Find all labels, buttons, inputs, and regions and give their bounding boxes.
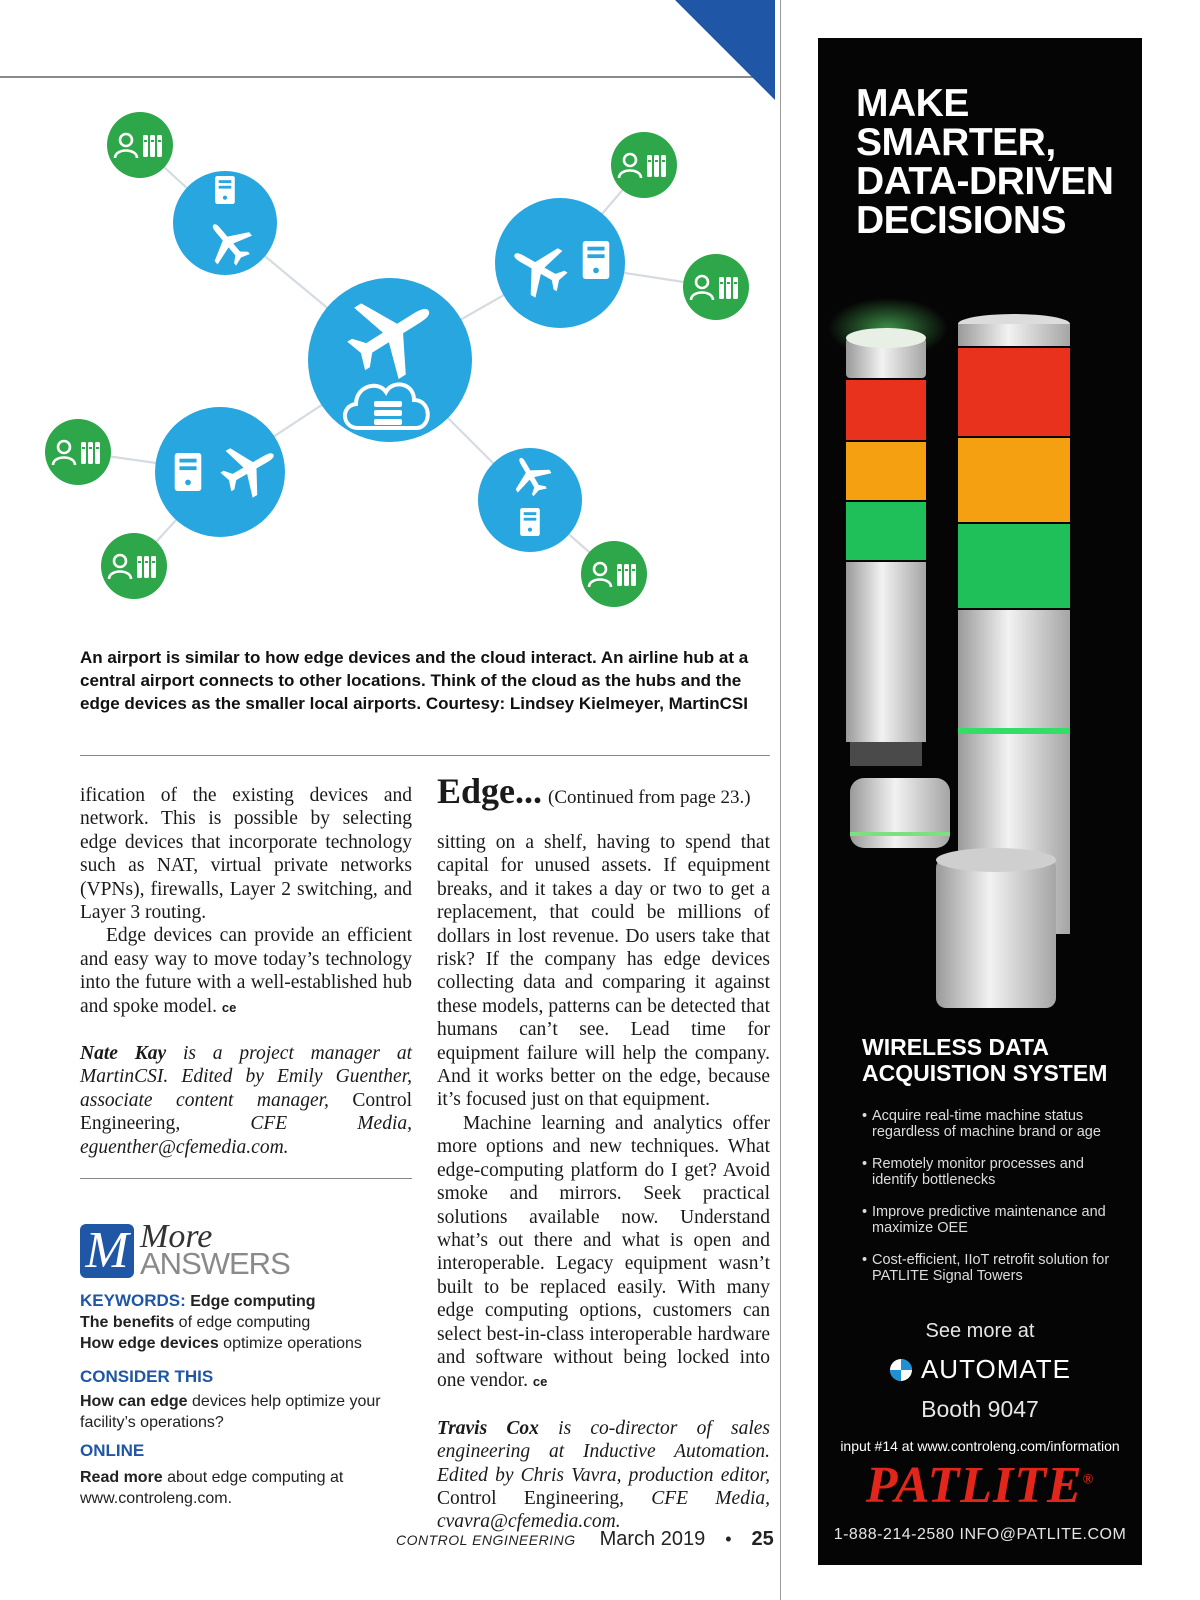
airport-node-bottom-left: [155, 407, 287, 537]
ad-headline-line: SMARTER,: [856, 121, 1056, 164]
page-number: 25: [751, 1528, 774, 1550]
author-role: is a project manager at MartinCSI. Edited by Emily Guenther, associate content manager,: [80, 1043, 412, 1111]
top-rule: [0, 76, 765, 78]
left-paragraph-1: ification of the existing devices and network. This is possible by selecting edge devices that incorporate technology such as NAT, virtual private networks (VPNs), firewalls, Layer 2 switching, and Layer 3 routing.: [80, 785, 412, 924]
airport-node-bottom-right: [478, 448, 582, 552]
author-name: Nate Kay: [80, 1043, 167, 1065]
online-block: [80, 1440, 420, 1509]
page-footer: [396, 1528, 776, 1551]
more-word: More: [140, 1218, 213, 1255]
author-role: is co-director of sales engineering at Inductive Automation. Edited by Chris Vavra, production editor,: [437, 1417, 770, 1486]
see-more-text: See more at: [925, 1320, 1035, 1342]
keywords-block: [80, 1290, 420, 1354]
publication-name: Control Engineering: [80, 1089, 412, 1135]
consider-this-block: [80, 1366, 420, 1433]
ad-feature: • Acquire real-time machine status regardless of machine brand or age: [862, 1108, 1127, 1140]
right-paragraph-2: [437, 1112, 770, 1394]
keyword-line-2-rest: optimize operations: [218, 1335, 362, 1352]
base-unit: [936, 848, 1056, 1008]
figure-caption: An airport is similar to how edge devices and the cloud interact. An airline hub at a central airport connects to other locations. Think of the cloud as the hubs and the edge devices as the smaller local airports. Courtesy: Lindsey Kielmeyer, MartinCSI: [80, 648, 749, 713]
author-bio-rest: , CFE Media, cvavra@cfemedia.com.: [437, 1487, 770, 1533]
online-rest[interactable]: about edge computing at www.controleng.com.: [80, 1469, 344, 1507]
more-answers-logo: [80, 1218, 380, 1282]
patlite-logo: [818, 1456, 1142, 1515]
cloud-hub-node: [308, 275, 472, 442]
sidebar-rule: [80, 1178, 412, 1179]
continued-heading: [437, 770, 770, 812]
ad-headline-line: MAKE: [856, 82, 969, 125]
footer-publication: CONTROL ENGINEERING: [396, 1532, 576, 1548]
keywords-value: Edge computing: [190, 1293, 316, 1310]
answers-word: ANSWERS: [140, 1246, 290, 1281]
author-name: Travis Cox: [437, 1417, 539, 1439]
airport-node-top-right: [495, 198, 625, 328]
left-paragraph-2-text: Edge devices can provide an efficient and easy way to move today’s technology into the future with a well-established hub and spoke model.: [80, 925, 412, 1017]
large-signal-tower: [958, 314, 1070, 934]
right-column: [437, 831, 770, 1534]
author-bio-rest: , CFE Media, eguenther@cfemedia.com.: [80, 1113, 412, 1158]
ad-feature: • Improve predictive maintenance and maximize OEE: [862, 1204, 1127, 1236]
ad-feature: • Remotely monitor processes and identify bottlenecks: [862, 1156, 1127, 1188]
end-mark: ce: [532, 1374, 548, 1390]
consider-bold: How can edge: [80, 1393, 188, 1410]
consider-this-label: CONSIDER THIS: [80, 1367, 214, 1386]
user-node-1: [107, 112, 173, 178]
ad-headline: [856, 84, 1136, 240]
right-paragraph-1: sitting on a shelf, having to spend that capital for unused assets. If equipment breaks, and it takes a day or two to get a replacement, that could be millions of dollars in lost revenue. Do users take that risk? If the company has edge devices collecting data and comparing it against these models, patterns can be detected that humans can’t see. Lead time for equipment failure will help the company. And it works better on the edge, because it’s focused just on that equipment.: [437, 832, 770, 1111]
user-node-4: [45, 419, 111, 485]
patlite-wordmark: PATLITE: [865, 1457, 1083, 1514]
booth-number: Booth 9047: [921, 1396, 1039, 1422]
registered-mark: ®: [1082, 1472, 1095, 1488]
automate-logo-icon: [889, 1358, 913, 1382]
airport-node-top-left: [173, 171, 277, 275]
continued-from-note: (Continued from page 23.): [548, 787, 751, 808]
user-node-5: [101, 533, 167, 599]
small-signal-tower: [846, 328, 926, 766]
reader-input-link[interactable]: input #14 at www.controleng.com/information: [840, 1438, 1120, 1454]
section-rule: [80, 755, 770, 756]
wireless-module: [850, 778, 950, 848]
ad-feature: • Cost-efficient, IIoT retrofit solution for PATLITE Signal Towers: [862, 1252, 1127, 1284]
author-bio-travis-cox: [437, 1417, 770, 1534]
ad-subheading: WIRELESS DATA ACQUISTION SYSTEM: [862, 1034, 1108, 1086]
author-bio-nate-kay: [80, 1042, 412, 1159]
keyword-line-2-bold: How edge devices: [80, 1335, 219, 1352]
ad-contact-info[interactable]: 1-888-214-2580 INFO@PATLITE.COM: [833, 1526, 1127, 1543]
keyword-line-1-bold: The benefits: [80, 1314, 175, 1331]
signal-tower-product-image: [818, 268, 1142, 1038]
automate-logo: [818, 1354, 1142, 1385]
right-paragraph-2-text: Machine learning and analytics offer more options and new techniques. What edge-computing platform do I get? Avoid smoke and mirrors. Seek practical solutions available now. Understand what’s out there and what is open and interoperable. Legacy equipment wasn’t built to be replaced easily. With many edge computing options, customers can select best-in-class interoperable hardware and software without being locked into one vendor.: [437, 1112, 770, 1392]
edge-title: Edge...: [437, 771, 543, 811]
publication-name: Control Engineering: [437, 1487, 620, 1509]
consider-rest: devices help optimize your facility’s operations?: [80, 1393, 381, 1431]
left-column: [80, 784, 412, 1159]
user-node-3: [683, 254, 749, 320]
online-label: ONLINE: [80, 1441, 145, 1460]
footer-date: March 2019: [599, 1528, 706, 1550]
user-node-6: [581, 541, 647, 607]
automate-word: AUTOMATE: [920, 1354, 1072, 1384]
left-paragraph-2: [80, 924, 412, 1019]
patlite-advertisement[interactable]: [818, 38, 1142, 1565]
online-bold: Read more: [80, 1469, 163, 1486]
keyword-line-1-rest: of edge computing: [174, 1314, 311, 1331]
user-node-2: [611, 132, 677, 198]
ad-feature-list: [862, 1108, 1127, 1300]
keywords-label: KEYWORDS:: [80, 1291, 186, 1310]
m-logo-icon: M: [80, 1224, 134, 1278]
corner-tab: [675, 0, 775, 100]
end-mark: ce: [221, 999, 237, 1015]
ad-headline-line: DATA-DRIVEN: [856, 160, 1114, 203]
ad-headline-line: DECISIONS: [856, 199, 1067, 242]
footer-bullet: •: [725, 1529, 732, 1549]
column-divider: [780, 0, 781, 1600]
edge-network-diagram: [30, 110, 770, 630]
